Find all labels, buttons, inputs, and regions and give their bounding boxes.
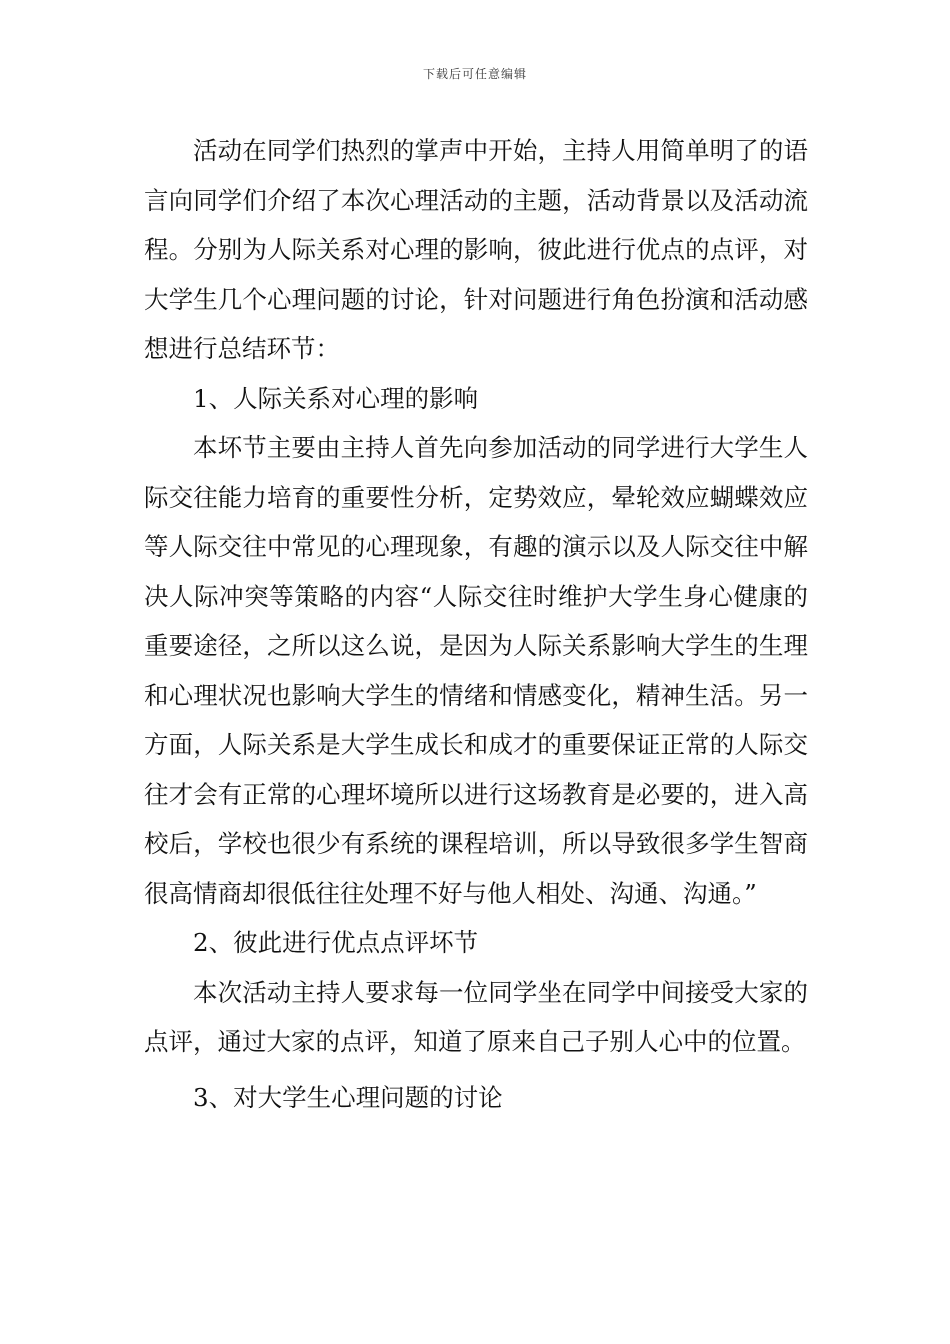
- section-1-heading: 1、人际关系对心理的影响: [193, 383, 479, 413]
- section-3-heading: 3、对大学生心理问题的讨论: [193, 1082, 503, 1112]
- intro-paragraph: 活动在同学们热烈的掌声中开始，主持人用简单明了的语言向同学们介绍了本次心理活动的主题，活动背景以及活动流程。分别为人际关系对心理的影响，彼此进行优点的点评，对大学生几个心理问题的讨论，针对问题进行角色扮演和活动感想进行总结环节：: [144, 136, 808, 363]
- section-1-paragraph: 本坏节主要由主持人首先向参加活动的同学进行大学生人际交往能力培育的重要性分析，定势效应，晕轮效应蝴蝶效应等人际交往中常见的心理现象，有趣的演示以及人际交往中解决人际冲突等策略的内容“人际交往时维护大学生身心健康的重要途径，之所以这么说，是因为人际关系影响大学生的生理和心理状况也影响大学生的情绪和情感变化，精神生活。另一方面，人际关系是大学生成长和成才的重要保证正常的人际交往才会有正常的心理坏境所以进行这场教育是必要的，进入高校后，学校也很少有系统的课程培训，所以导致很多学生智商很高情商却很低往往处理不好与他人相处、沟通、沟通。”: [144, 433, 808, 908]
- page-header: 下载后可任意编辑: [422, 67, 527, 81]
- section-2-paragraph: 本次活动主持人要求每一位同学坐在同学中间接受大家的点评，通过大家的点评，知道了原来自己子别人心中的位置。: [144, 977, 808, 1056]
- section-2-heading: 2、彼此进行优点点评坏节: [193, 928, 479, 957]
- document-body: [144, 126, 808, 1122]
